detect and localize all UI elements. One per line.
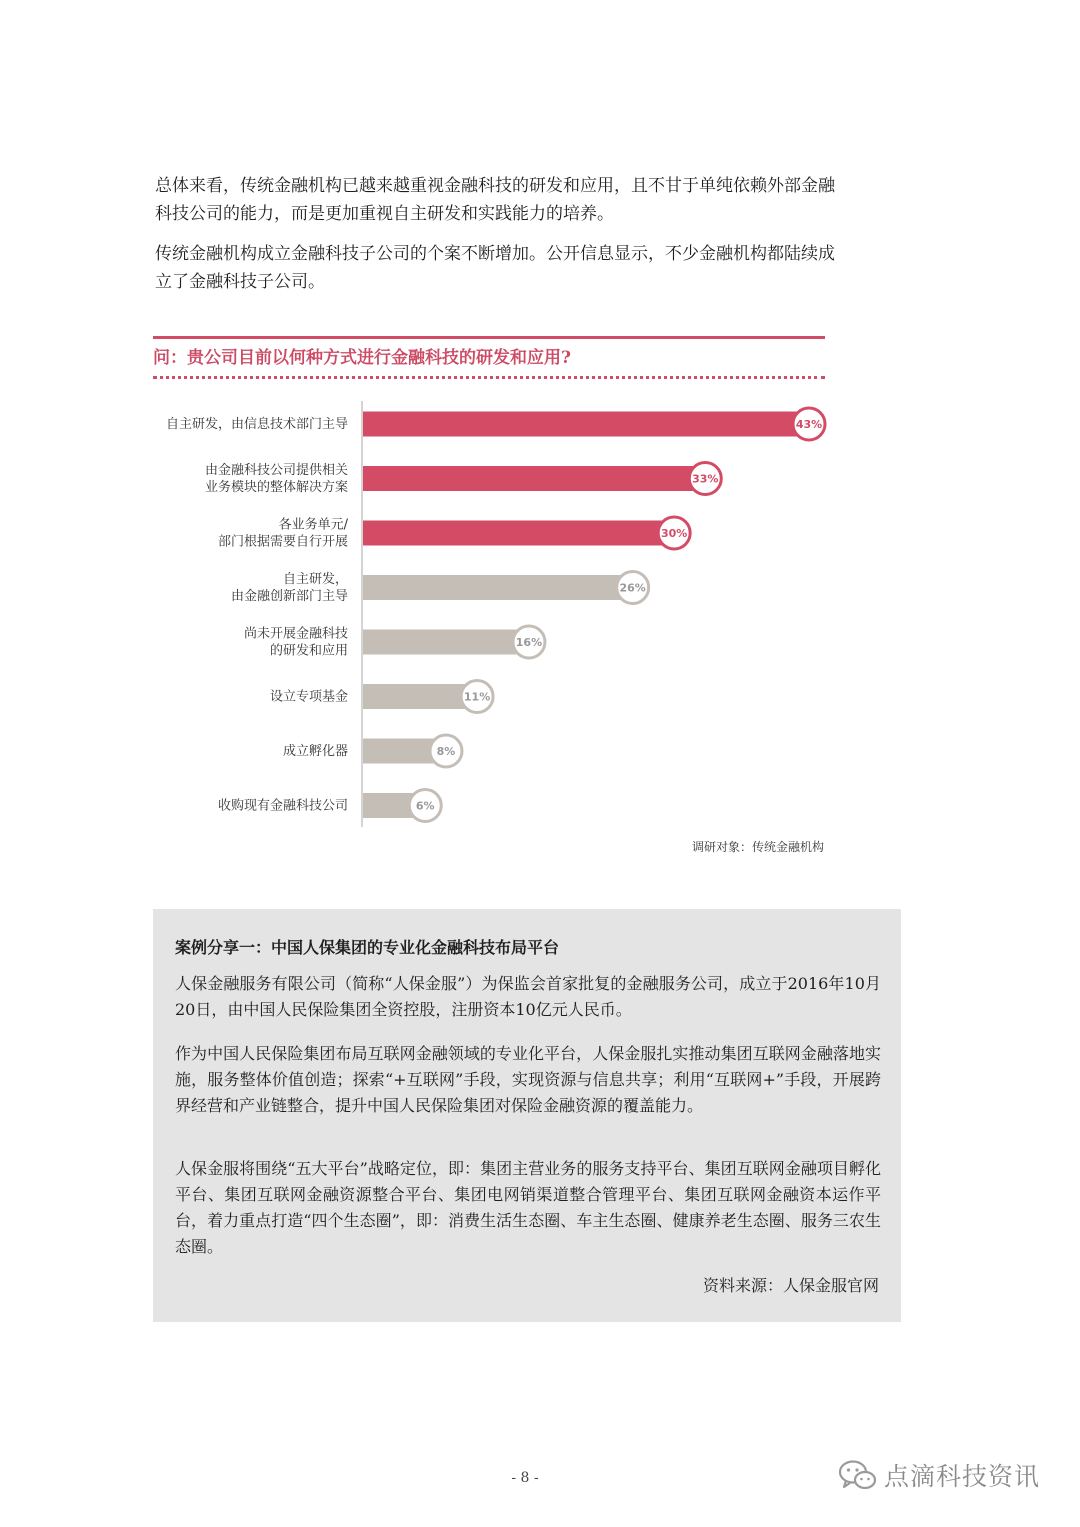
category-label-4-line-2: 由金融创新部门主导: [230, 589, 348, 604]
bar-1: [363, 412, 809, 437]
chart-question: 问：贵公司目前以何种方式进行金融科技的研发和应用?: [153, 348, 571, 368]
category-label-6: 设立专项基金: [269, 689, 348, 705]
bar-4: [363, 575, 633, 600]
intro-paragraph-2: 传统金融机构成立金融科技子公司的个案不断增加。公开信息显示，不少金融机构都陆续成立了金融科技子公司。: [155, 244, 835, 292]
watermark-text: 点滴科技资讯: [884, 1462, 1041, 1491]
case-study-paragraph-2: 作为中国人民保险集团布局互联网金融领域的专业化平台，人保金服扎实推动集团互联网金融落地实施，服务整体价值创造；探索“+互联网”手段，实现资源与信息共享；利用“互联网+”手段，开展跨界经营和产业链整合，提升中国人民保险集团对保险金融资源的覆盖能力。: [175, 1044, 881, 1115]
wechat-icon: [838, 1458, 878, 1492]
bar-2: [363, 466, 705, 491]
value-label-3: 30%: [660, 527, 688, 540]
case-study-source: 资料来源：人保金服官网: [702, 1276, 879, 1295]
case-study-box: [153, 909, 901, 1322]
category-label-5-line-1: 尚未开展金融科技: [243, 626, 348, 642]
category-label-2-line-1: 由金融科技公司提供相关: [204, 463, 348, 478]
bar-chart: [150, 395, 840, 835]
category-label-2-line-2: 业务模块的整体解决方案: [204, 480, 348, 495]
value-label-4: 26%: [619, 581, 646, 595]
category-label-7: 成立孵化器: [282, 744, 348, 759]
category-label-3-line-2: 部门根据需要自行开展: [217, 534, 348, 550]
value-label-7: 8%: [436, 745, 456, 758]
category-label-3-line-1: 各业务单元/: [278, 517, 348, 533]
watermark: [838, 1455, 1040, 1495]
value-label-1: 43%: [795, 418, 823, 431]
category-label-5-line-2: 的研发和应用: [269, 643, 348, 659]
intro-paragraph-1: 总体来看，传统金融机构已越来越重视金融科技的研发和应用，且不甘于单纯依赖外部金融科技公司的能力，而是更加重视自主研发和实践能力的培养。: [155, 176, 835, 224]
chart-source: 调研对象：传统金融机构: [691, 840, 824, 854]
value-label-5: 16%: [515, 636, 543, 649]
value-label-8: 6%: [415, 799, 435, 813]
chart-dotted-rule: [153, 376, 825, 379]
bar-3: [363, 521, 674, 546]
page-number: - 8 -: [511, 1470, 539, 1486]
bar-5: [363, 630, 529, 655]
case-study-paragraph-1: 人保金融服务有限公司（简称“人保金服”）为保监会首家批复的金融服务公司，成立于2016年10月20日，由中国人民保险集团全资控股，注册资本10亿元人民币。: [175, 974, 881, 1019]
case-study-title: 案例分享一：中国人保集团的专业化金融科技布局平台: [175, 938, 560, 957]
chart-top-rule: [153, 336, 825, 339]
category-label-4-line-1: 自主研发，: [282, 572, 348, 587]
value-label-6: 11%: [463, 690, 491, 704]
category-label-8: 收购现有金融科技公司: [217, 798, 348, 814]
value-label-2: 33%: [692, 472, 719, 486]
case-study-paragraph-3: 人保金服将围绕“五大平台”战略定位，即：集团主营业务的服务支持平台、集团互联网金融项目孵化平台、集团互联网金融资源整合平台、集团电网销渠道整合管理平台、集团互联网金融资本运作平台，着力重点打造“四个生态圈”，即：消费生活生态圈、车主生态圈、健康养老生态圈、服务三农生态圈。: [175, 1159, 881, 1256]
category-label-1: 自主研发，由信息技术部门主导: [165, 417, 348, 432]
